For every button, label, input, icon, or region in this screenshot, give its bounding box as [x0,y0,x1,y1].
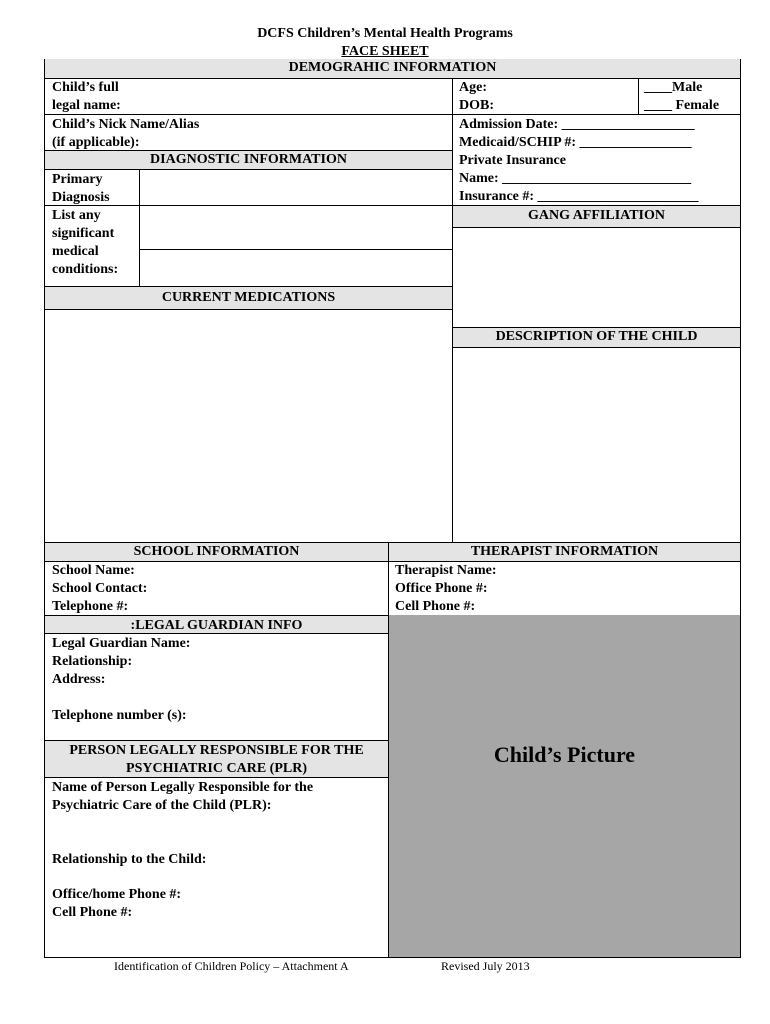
gender-divider [638,79,639,115]
gang-affiliation-input[interactable] [453,228,740,327]
plr-heading [45,740,388,778]
childs-full-label: Child’s full [52,80,119,95]
medicaid-field[interactable]: Medicaid/SCHIP #: ________________ [459,135,692,150]
form-title: DCFS Children’s Mental Health Programs [257,26,513,41]
guardian-telephone-label: Telephone number (s): [52,708,187,723]
school-telephone-label: Telephone #: [52,599,129,614]
primary-diagnosis-input[interactable] [140,171,452,205]
guardian-address-label: Address: [52,672,106,687]
female-option[interactable]: ____ Female [644,98,720,113]
description-heading: DESCRIPTION OF THE CHILD [453,327,740,348]
childs-picture-area[interactable] [389,615,740,957]
male-option[interactable]: ____Male [644,80,703,95]
therapist-heading: THERAPIST INFORMATION [389,542,740,562]
school-contact-label: School Contact: [52,581,148,596]
age-label: Age: [459,80,487,95]
primary-label: Primary [52,172,103,187]
list-any-label: List any [52,208,101,223]
plr-name-label-1: Name of Person Legally Responsible for the [52,780,314,795]
diagnostic-heading: DIAGNOSTIC INFORMATION [45,150,452,170]
plr-cell-label: Cell Phone #: [52,905,133,920]
nick-name-label: Child’s Nick Name/Alias [52,117,200,132]
plr-heading-line-2: PSYCHIATRIC CARE (PLR) [126,761,307,776]
gang-heading: GANG AFFILIATION [453,205,740,228]
plr-office-label: Office/home Phone #: [52,887,182,902]
description-input[interactable] [453,348,740,542]
if-applicable-label: (if applicable): [52,135,140,150]
form-subtitle: FACE SHEET [341,44,429,59]
legal-name-label: legal name: [52,98,121,113]
demographic-heading: DEMOGRAHIC INFORMATION [45,59,740,79]
medical-label: medical [52,244,99,259]
row-divider [45,114,740,115]
school-name-label: School Name: [52,563,135,578]
school-heading: SCHOOL INFORMATION [45,542,388,562]
medical-conditions-input-1[interactable] [140,206,452,249]
therapist-name-label: Therapist Name: [395,563,497,578]
private-insurance-label: Private Insurance [459,153,566,168]
medications-heading: CURRENT MEDICATIONS [45,286,452,310]
significant-label: significant [52,226,115,241]
therapist-office-label: Office Phone #: [395,581,488,596]
plr-heading-line-1: PERSON LEGALLY RESPONSIBLE FOR THE [69,743,364,758]
admission-date-field[interactable]: Admission Date: ___________________ [459,117,695,132]
conditions-label: conditions: [52,262,119,277]
dob-label: DOB: [459,98,494,113]
footer-revised: Revised July 2013 [441,959,530,973]
insurance-number-field[interactable]: Insurance #: _______________________ [459,189,699,204]
insurance-name-field[interactable]: Name: ___________________________ [459,171,692,186]
therapist-cell-label: Cell Phone #: [395,599,476,614]
medical-conditions-input-2[interactable] [140,250,452,286]
medications-input[interactable] [45,310,452,542]
footer-policy: Identification of Children Policy – Attachment A [114,959,349,973]
guardian-heading: :LEGAL GUARDIAN INFO [45,615,388,634]
plr-name-label-2: Psychiatric Care of the Child (PLR): [52,798,272,813]
diagnosis-label: Diagnosis [52,190,110,205]
plr-relationship-label: Relationship to the Child: [52,852,207,867]
childs-picture-label: Child’s Picture [493,742,636,767]
guardian-name-label: Legal Guardian Name: [52,636,191,651]
guardian-relationship-label: Relationship: [52,654,133,669]
